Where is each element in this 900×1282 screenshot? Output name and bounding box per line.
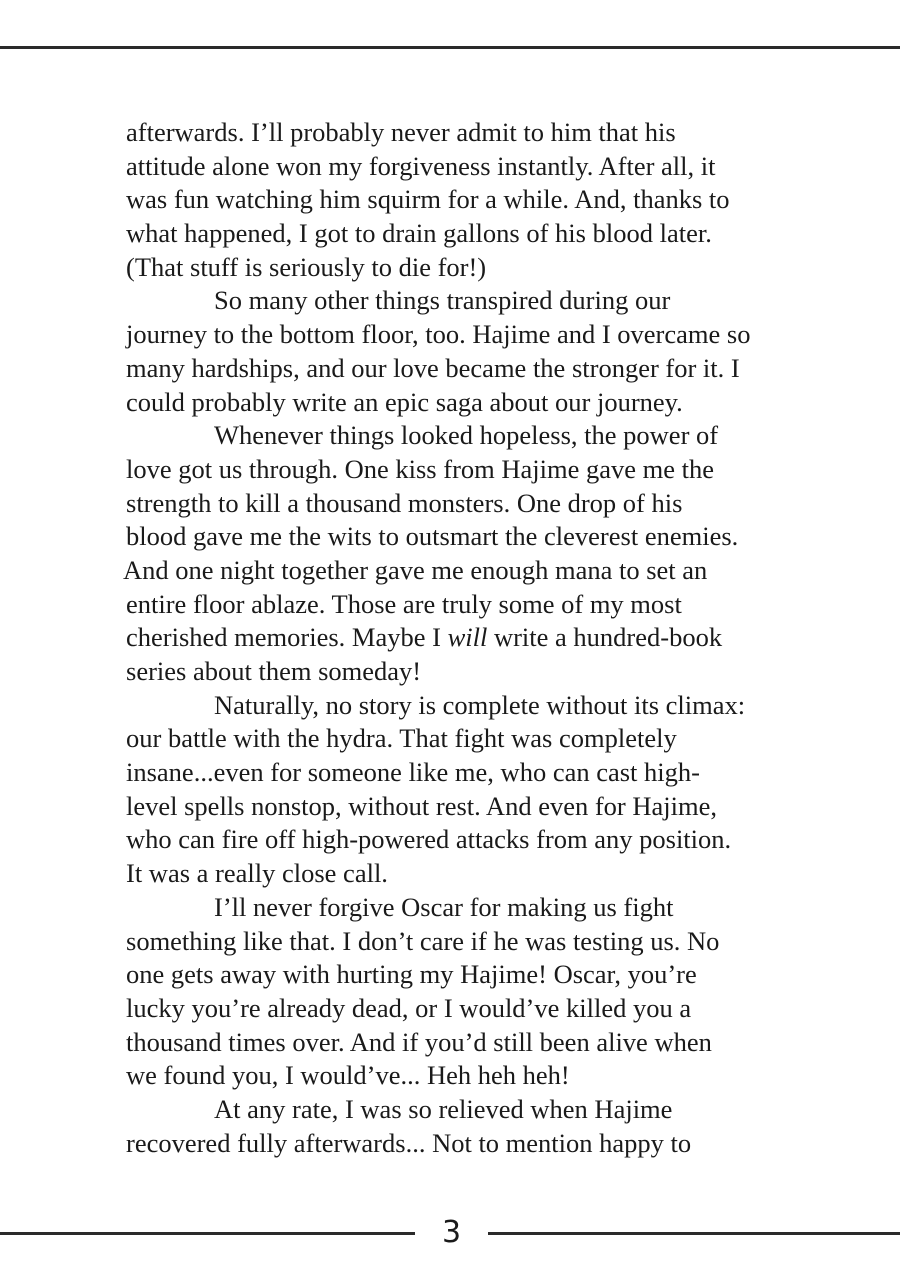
text-line: thousand times over. And if you’d still been alive when [126,1026,712,1057]
text-line: (That stuff is seriously to die for!) [126,251,487,282]
text-line: lucky you’re already dead, or I would’ve killed you a [126,992,692,1023]
text-line: And one night together gave me enough mana to set an [123,554,708,585]
paragraph-start-line: Naturally, no story is complete without its climax: [214,689,746,720]
text-line: journey to the bottom floor, too. Hajime and I overcame so [126,319,751,350]
paragraph-start-line: So many other things transpired during our [214,285,671,316]
text-line: It was a really close call. [126,858,388,889]
text-segment: write a hundred-book [487,622,723,653]
paragraph-start-line: Whenever things looked hopeless, the power of [214,420,719,451]
emphasized-word: will [447,622,488,653]
text-line: series about them someday! [126,656,422,686]
text-line: love got us through. One kiss from Hajime gave me the [126,453,715,484]
page-footer [0,1213,900,1253]
text-line: our battle with the hydra. That fight was completely [126,723,677,754]
text-segment: cherished memories. Maybe I [126,622,448,653]
text-line-with-emphasis [126,621,816,655]
text-line: something like that. I don’t care if he was testing us. No [126,925,720,956]
text-line: attitude alone won my forgiveness instantly. After all, it [126,150,716,181]
text-line: strength to kill a thousand monsters. One drop of his [126,487,683,518]
text-line: we found you, I would’ve... Heh heh heh! [126,1060,570,1091]
text-line: who can fire off high-powered attacks from any position. [126,824,732,855]
footer-rule-left [0,1232,415,1235]
text-line: blood gave me the wits to outsmart the cleverest enemies. [126,521,739,552]
paragraph-start-line: At any rate, I was so relieved when Hajime [214,1093,673,1124]
text-line: entire floor ablaze. Those are truly some of my most [126,588,682,619]
text-line: many hardships, and our love became the stronger for it. I [126,352,740,383]
text-line: afterwards. I’ll probably never admit to him that his [126,117,676,147]
page-number: 3 [441,1215,462,1250]
text-line: could probably write an epic saga about our journey. [126,386,683,417]
text-line: insane...even for someone like me, who can cast high- [126,757,700,788]
footer-rule-right [488,1232,900,1235]
body-text [123,116,816,1160]
text-line: recovered fully afterwards... Not to mention happy to [126,1127,692,1158]
text-line: one gets away with hurting my Hajime! Oscar, you’re [126,959,697,990]
text-line: was fun watching him squirm for a while. And, thanks to [126,184,730,215]
text-line: level spells nonstop, without rest. And even for Hajime, [126,790,717,821]
paragraph-start-line: I’ll never forgive Oscar for making us fight [214,891,674,922]
header-rule [0,46,900,49]
text-line: what happened, I got to drain gallons of his blood later. [126,218,712,249]
